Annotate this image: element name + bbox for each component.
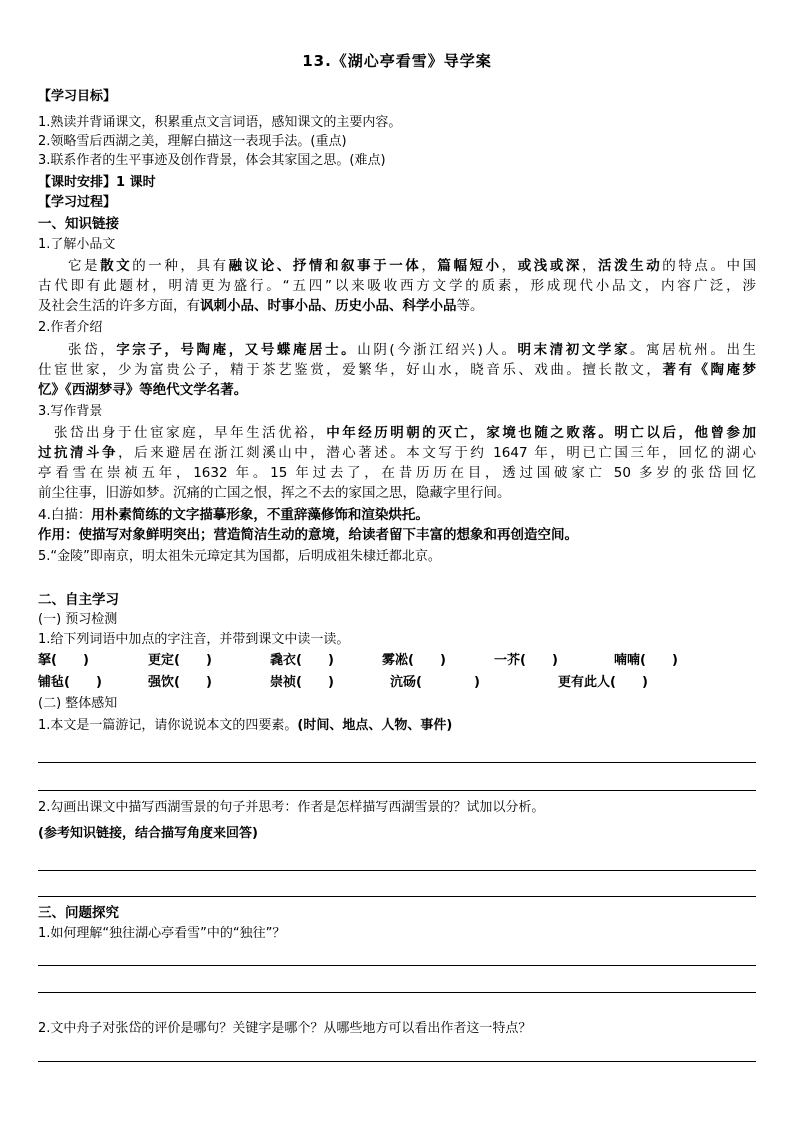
vocab-item: 更有此人( ) (558, 675, 648, 690)
preview-check-heading: (一) 预习检测 (38, 612, 118, 627)
overall-perception-heading: (二) 整体感知 (38, 696, 118, 711)
paragraph-line: 4.白描：用朴素简练的文字描摹形象，不重辞藻修饰和渲染烘托。 (38, 507, 429, 523)
inquiry-question-2: 2.文中舟子对张岱的评价是哪句？关键字是哪个？从哪些地方可以看出作者这一特点？ (38, 1021, 532, 1036)
paragraph-line: 作用：使描写对象鲜明突出；营造简洁生动的意境，给读者留下丰富的想象和再创造空间。 (38, 527, 578, 543)
objectives-heading: 【学习目标】 (38, 89, 117, 104)
section3-heading: 三、问题探究 (38, 905, 119, 921)
knowledge-1-label: 1.了解小品文 (38, 237, 116, 252)
answer-line (38, 965, 756, 966)
answer-line (38, 992, 756, 993)
knowledge-1-paragraph (38, 256, 756, 316)
paragraph-line: 张岱，字宗子，号陶庵，又号蝶庵居士。山阴(今浙江绍兴)人。明末清初文学家。寓居杭州。出生 (68, 342, 757, 358)
perception-question-2-hint: (参考知识链接，结合描写角度来回答) (38, 826, 258, 841)
paragraph-line: 忆》《西湖梦寻》等绝代文学名著。 (38, 382, 248, 398)
vocab-item: 拏( ) (38, 653, 89, 668)
knowledge-3-paragraph (38, 423, 756, 503)
page-title: 13.《湖心亭看雪》导学案 (302, 52, 492, 70)
perception-question-2: 2.勾画出课文中描写西湖雪景的句子并思考：作者是怎样描写西湖雪景的？试加以分析。 (38, 800, 545, 815)
answer-line (38, 1061, 756, 1062)
knowledge-5-line: 5.“金陵”即南京，明太祖朱元璋定其为国都，后明成祖朱棣迁都北京。 (38, 549, 441, 564)
vocab-item: 更定( ) (148, 653, 212, 668)
knowledge-3-label: 3.写作背景 (38, 404, 103, 419)
paragraph-line: 及社会生活的许多方面，有讽刺小品、时事小品、历史小品、科学小品等。 (38, 298, 484, 314)
answer-line (38, 790, 756, 791)
knowledge-2-label: 2.作者介绍 (38, 320, 103, 335)
paragraph-line: 张岱出身于仕宦家庭，早年生活优裕，中年经历明朝的灭亡，家境也随之败落。明亡以后，他曾参加 (54, 425, 757, 441)
inquiry-question-1: 1.如何理解“独往湖心亭看雪”中的“独往”？ (38, 926, 286, 941)
paragraph-line: 它是散文的一种，具有融议论、抒情和叙事于一体，篇幅短小，或浅或深，活泼生动的特点。中国 (68, 258, 757, 274)
objective-item: 1.熟读并背诵课文，积累重点文言词语，感知课文的主要内容。 (38, 115, 402, 130)
paragraph-line: 亭看雪在崇祯五年，1632 年。15 年过去了，在昔历历在目，透过国破家亡 50 多岁的张岱回忆 (38, 465, 756, 481)
process-heading: 【学习过程】 (38, 195, 117, 210)
vocab-item: 喃喃( ) (614, 653, 678, 668)
preview-question-1: 1.给下列词语中加点的字注音，并带到课文中读一读。 (38, 632, 350, 647)
vocab-item: 崇祯( ) (270, 675, 334, 690)
vocab-item: 沆砀( ) (390, 675, 480, 690)
perception-question-1: 1.本文是一篇游记，请你说说本文的四要素。(时间、地点、人物、事件) (38, 718, 453, 733)
answer-line (38, 762, 756, 763)
vocab-item: 毳衣( ) (270, 653, 334, 668)
section1-heading: 一、知识链接 (38, 216, 119, 232)
objective-item: 3.联系作者的生平事迹及创作背景，体会其家国之思。(难点) (38, 153, 386, 168)
vocab-item: 一芥( ) (494, 653, 558, 668)
schedule-line (38, 174, 756, 192)
schedule-heading: 【课时安排】 (38, 175, 117, 190)
knowledge-4-paragraph (38, 505, 756, 545)
objective-item: 2.领略雪后西湖之美，理解白描这一表现手法。(重点) (38, 134, 347, 149)
answer-line (38, 896, 756, 897)
section2-heading: 二、自主学习 (38, 592, 119, 608)
paragraph-line: 过抗清斗争，后来避居在浙江剡溪山中，潜心著述。本文写于约 1647 年，明已亡国三年，回忆的湖心 (38, 445, 756, 461)
vocab-item: 雾凇( ) (382, 653, 446, 668)
vocab-item: 铺毡( ) (38, 675, 102, 690)
paragraph-line: 前尘往事，旧游如梦。沉痛的亡国之恨，挥之不去的家国之思，隐藏字里行间。 (38, 485, 511, 501)
paragraph-line: 仕宦世家，少为富贵公子，精于茶艺鉴赏，爱繁华，好山水，晓音乐、戏曲。擅长散文，著有《陶庵梦 (38, 362, 757, 378)
vocab-item: 强饮( ) (148, 675, 212, 690)
schedule-value: 1 课时 (116, 175, 156, 190)
knowledge-2-paragraph (38, 340, 756, 400)
answer-line (38, 870, 756, 871)
paragraph-line: 古代即有此题材，明清更为盛行。“五四”以来吸收西方文学的质素，形成现代小品文，内容广泛，涉 (38, 278, 756, 294)
